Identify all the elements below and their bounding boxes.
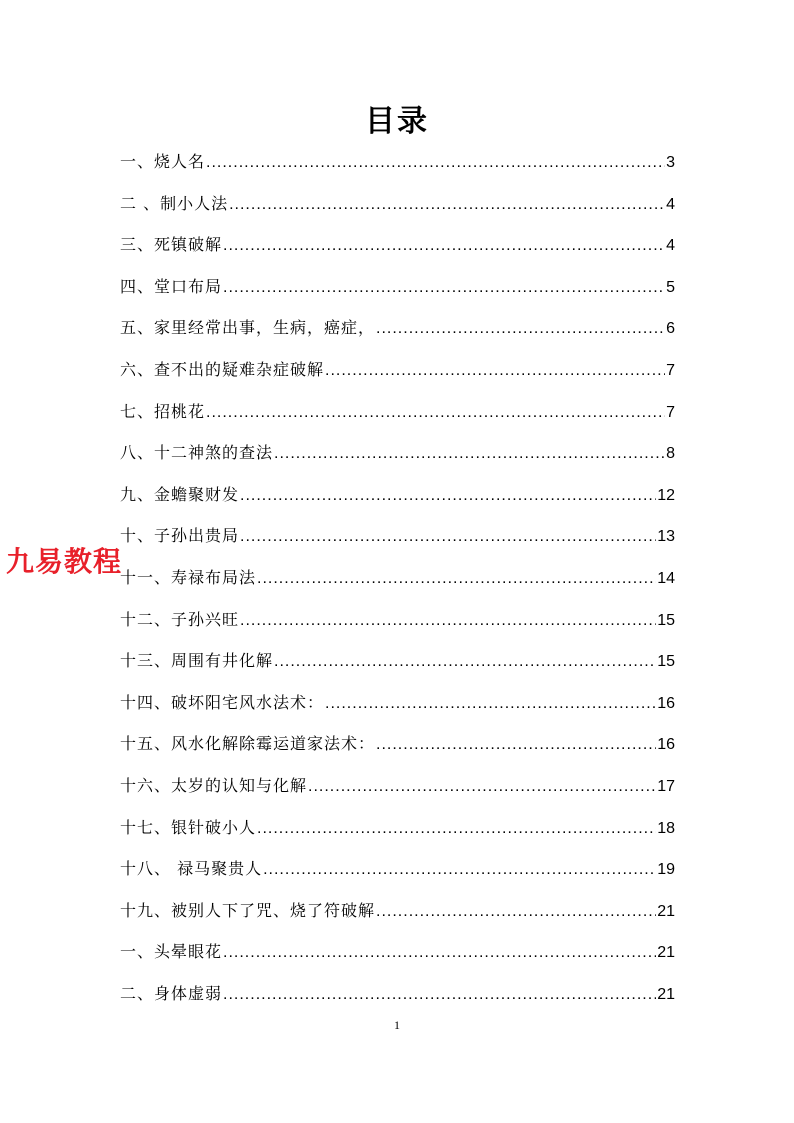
- toc-leader-dots: [257, 808, 656, 850]
- toc-entry-page: 15: [657, 653, 675, 671]
- toc-entry-page: 7: [666, 403, 675, 421]
- toc-entry-label: 七、招桃花: [120, 401, 206, 421]
- toc-entry[interactable]: [120, 474, 675, 516]
- toc-entry-page: 18: [657, 819, 675, 837]
- toc-entry-page: 16: [657, 736, 675, 754]
- toc-entry-label: 三、死镇破解: [120, 235, 223, 255]
- toc-leader-dots: [325, 683, 656, 725]
- toc-leader-dots: [223, 225, 665, 267]
- toc-leader-dots: [376, 308, 665, 350]
- toc-entry[interactable]: [120, 973, 675, 1015]
- toc-entry-label: 十八、 禄马聚贵人: [120, 859, 263, 879]
- toc-entry-page: 17: [657, 777, 675, 795]
- page-number: 1: [394, 1018, 400, 1032]
- toc-entry[interactable]: [120, 183, 675, 225]
- toc-entry-page: 12: [657, 486, 675, 504]
- toc-entry-label: 十四、破坏阳宅风水法术：: [120, 692, 325, 712]
- toc-entry[interactable]: [120, 931, 675, 973]
- toc-entry-page: 14: [657, 569, 675, 587]
- toc-entry[interactable]: [120, 141, 675, 183]
- toc-leader-dots: [274, 433, 665, 475]
- toc-entry-page: 21: [657, 902, 675, 920]
- toc-leader-dots: [325, 350, 665, 392]
- toc-leader-dots: [274, 641, 656, 683]
- toc-leader-dots: [376, 891, 656, 933]
- toc-entry[interactable]: [120, 599, 675, 641]
- toc-entry-label: 一、烧人名: [120, 152, 206, 171]
- toc-leader-dots: [206, 142, 665, 184]
- toc-entry[interactable]: [120, 224, 675, 266]
- toc-leader-dots: [376, 724, 656, 766]
- toc-entry-label: 十三、周围有井化解: [120, 651, 274, 671]
- toc-leader-dots: [206, 392, 665, 434]
- toc-entry[interactable]: [120, 723, 675, 765]
- toc-entry-page: 5: [666, 278, 675, 296]
- toc-leader-dots: [257, 558, 656, 600]
- toc-entry-page: 3: [666, 154, 675, 171]
- toc-entry[interactable]: [120, 765, 675, 807]
- toc-entry-label: 十、子孙出贵局: [120, 526, 240, 546]
- toc-entry-label: 八、十二神煞的查法: [120, 443, 274, 463]
- toc-entry[interactable]: [120, 557, 675, 599]
- toc-entry[interactable]: [120, 807, 675, 849]
- toc-entry-label: 十二、子孙兴旺: [120, 609, 240, 629]
- toc-entry-page: 6: [666, 320, 675, 338]
- toc-leader-dots: [308, 766, 656, 808]
- toc-entry-page: 13: [657, 528, 675, 546]
- toc-entry[interactable]: [120, 640, 675, 682]
- toc-entry-page: 4: [666, 237, 675, 255]
- toc-entry[interactable]: [120, 349, 675, 391]
- toc-entry[interactable]: [120, 848, 675, 890]
- toc-leader-dots: [229, 184, 665, 226]
- toc-entry[interactable]: [120, 890, 675, 932]
- toc-entry-label: 二 、制小人法: [120, 193, 229, 213]
- toc-entry[interactable]: [120, 432, 675, 474]
- toc-entry[interactable]: [120, 266, 675, 308]
- toc-entry-page: 4: [666, 195, 675, 213]
- toc-leader-dots: [240, 600, 656, 642]
- toc-entry-page: 15: [657, 611, 675, 629]
- toc-leader-dots: [223, 974, 656, 1016]
- toc-entry-page: 21: [657, 944, 675, 962]
- toc-leader-dots: [240, 475, 656, 517]
- toc-entry-page: 21: [657, 985, 675, 1003]
- watermark-text: 九易教程: [6, 545, 123, 578]
- toc-entry-label: 一、头晕眼花: [120, 942, 223, 962]
- toc-entry-label: 十七、银针破小人: [120, 817, 257, 837]
- toc-entry[interactable]: [120, 682, 675, 724]
- toc-entry-label: 二、身体虚弱: [120, 983, 223, 1003]
- toc-entry-label: 九、金蟾聚财发: [120, 484, 240, 504]
- toc-entry-label: 五、家里经常出事，生病，癌症，: [120, 318, 376, 338]
- toc-entry[interactable]: [120, 307, 675, 349]
- toc-entry-label: 十五、风水化解除霉运道家法术：: [120, 734, 376, 754]
- toc-entry-label: 四、堂口布局: [120, 276, 223, 296]
- toc-entry[interactable]: [120, 391, 675, 433]
- toc-entry[interactable]: [120, 515, 675, 557]
- toc-leader-dots: [263, 849, 656, 891]
- toc-leader-dots: [223, 932, 656, 974]
- toc-entry-label: 六、查不出的疑难杂症破解: [120, 359, 325, 379]
- toc-entry-label: 十一、寿禄布局法: [120, 567, 257, 587]
- toc-list: [120, 141, 675, 1014]
- toc-entry-page: 16: [657, 694, 675, 712]
- toc-entry-label: 十九、被别人下了咒、烧了符破解: [120, 900, 376, 920]
- toc-entry-page: 8: [666, 445, 675, 463]
- toc-leader-dots: [223, 267, 665, 309]
- toc-entry-page: 19: [657, 861, 675, 879]
- toc-title: 目录: [365, 104, 429, 139]
- toc-entry-label: 十六、太岁的认知与化解: [120, 775, 308, 795]
- toc-entry-page: 7: [666, 361, 675, 379]
- toc-leader-dots: [240, 516, 656, 558]
